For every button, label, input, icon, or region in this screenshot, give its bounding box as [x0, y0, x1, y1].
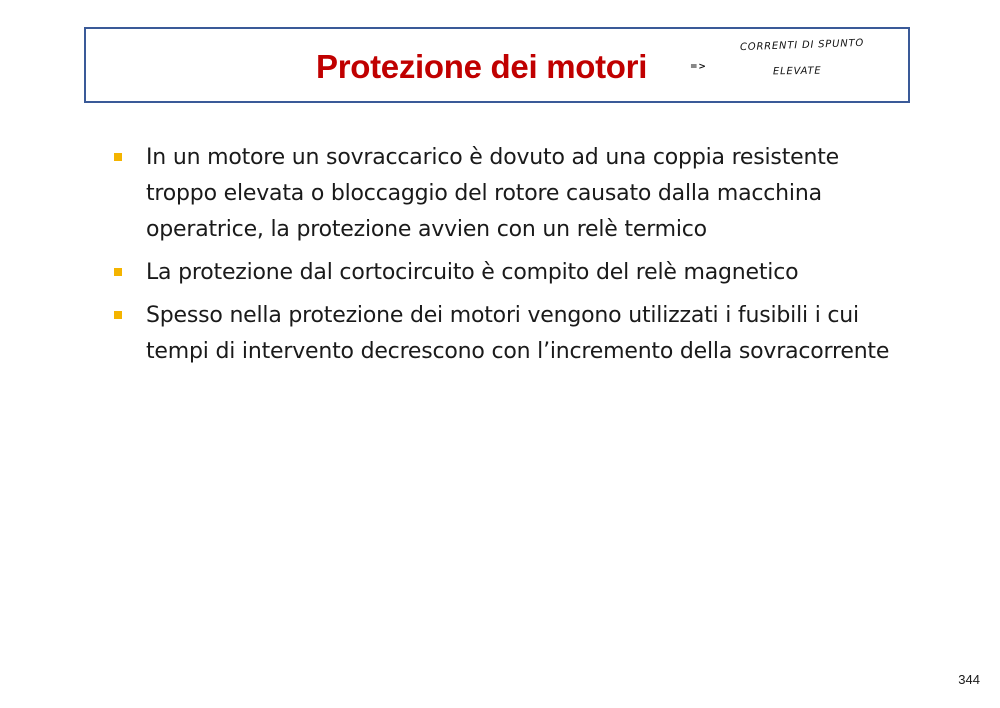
handwritten-arrow: => [690, 62, 707, 72]
bullet-text: La protezione dal cortocircuito è compito del relè magnetico [146, 260, 799, 285]
bullet-list [112, 140, 902, 377]
handwritten-note-line1: CORRENTI DI SPUNTO [739, 37, 865, 54]
bullet-square-icon [114, 153, 122, 161]
bullet-item [112, 255, 902, 291]
bullet-item [112, 298, 902, 370]
bullet-item [112, 140, 902, 248]
bullet-text: Spesso nella protezione dei motori vengono utilizzati i fusibili i cui tempi di intervento decrescono con l’incremento della sovracorrente [146, 303, 890, 364]
handwritten-note-line2: ELEVATE [772, 65, 822, 78]
page-number: 344 [958, 672, 980, 687]
bullet-text: In un motore un sovraccarico è dovuto ad una coppia resistente troppo elevata o bloccaggio del rotore causato dalla macchina operatrice, la protezione avvien con un relè termico [146, 145, 839, 242]
slide-title: Protezione dei motori [316, 48, 648, 85]
bullet-square-icon [114, 311, 122, 319]
bullet-square-icon [114, 268, 122, 276]
